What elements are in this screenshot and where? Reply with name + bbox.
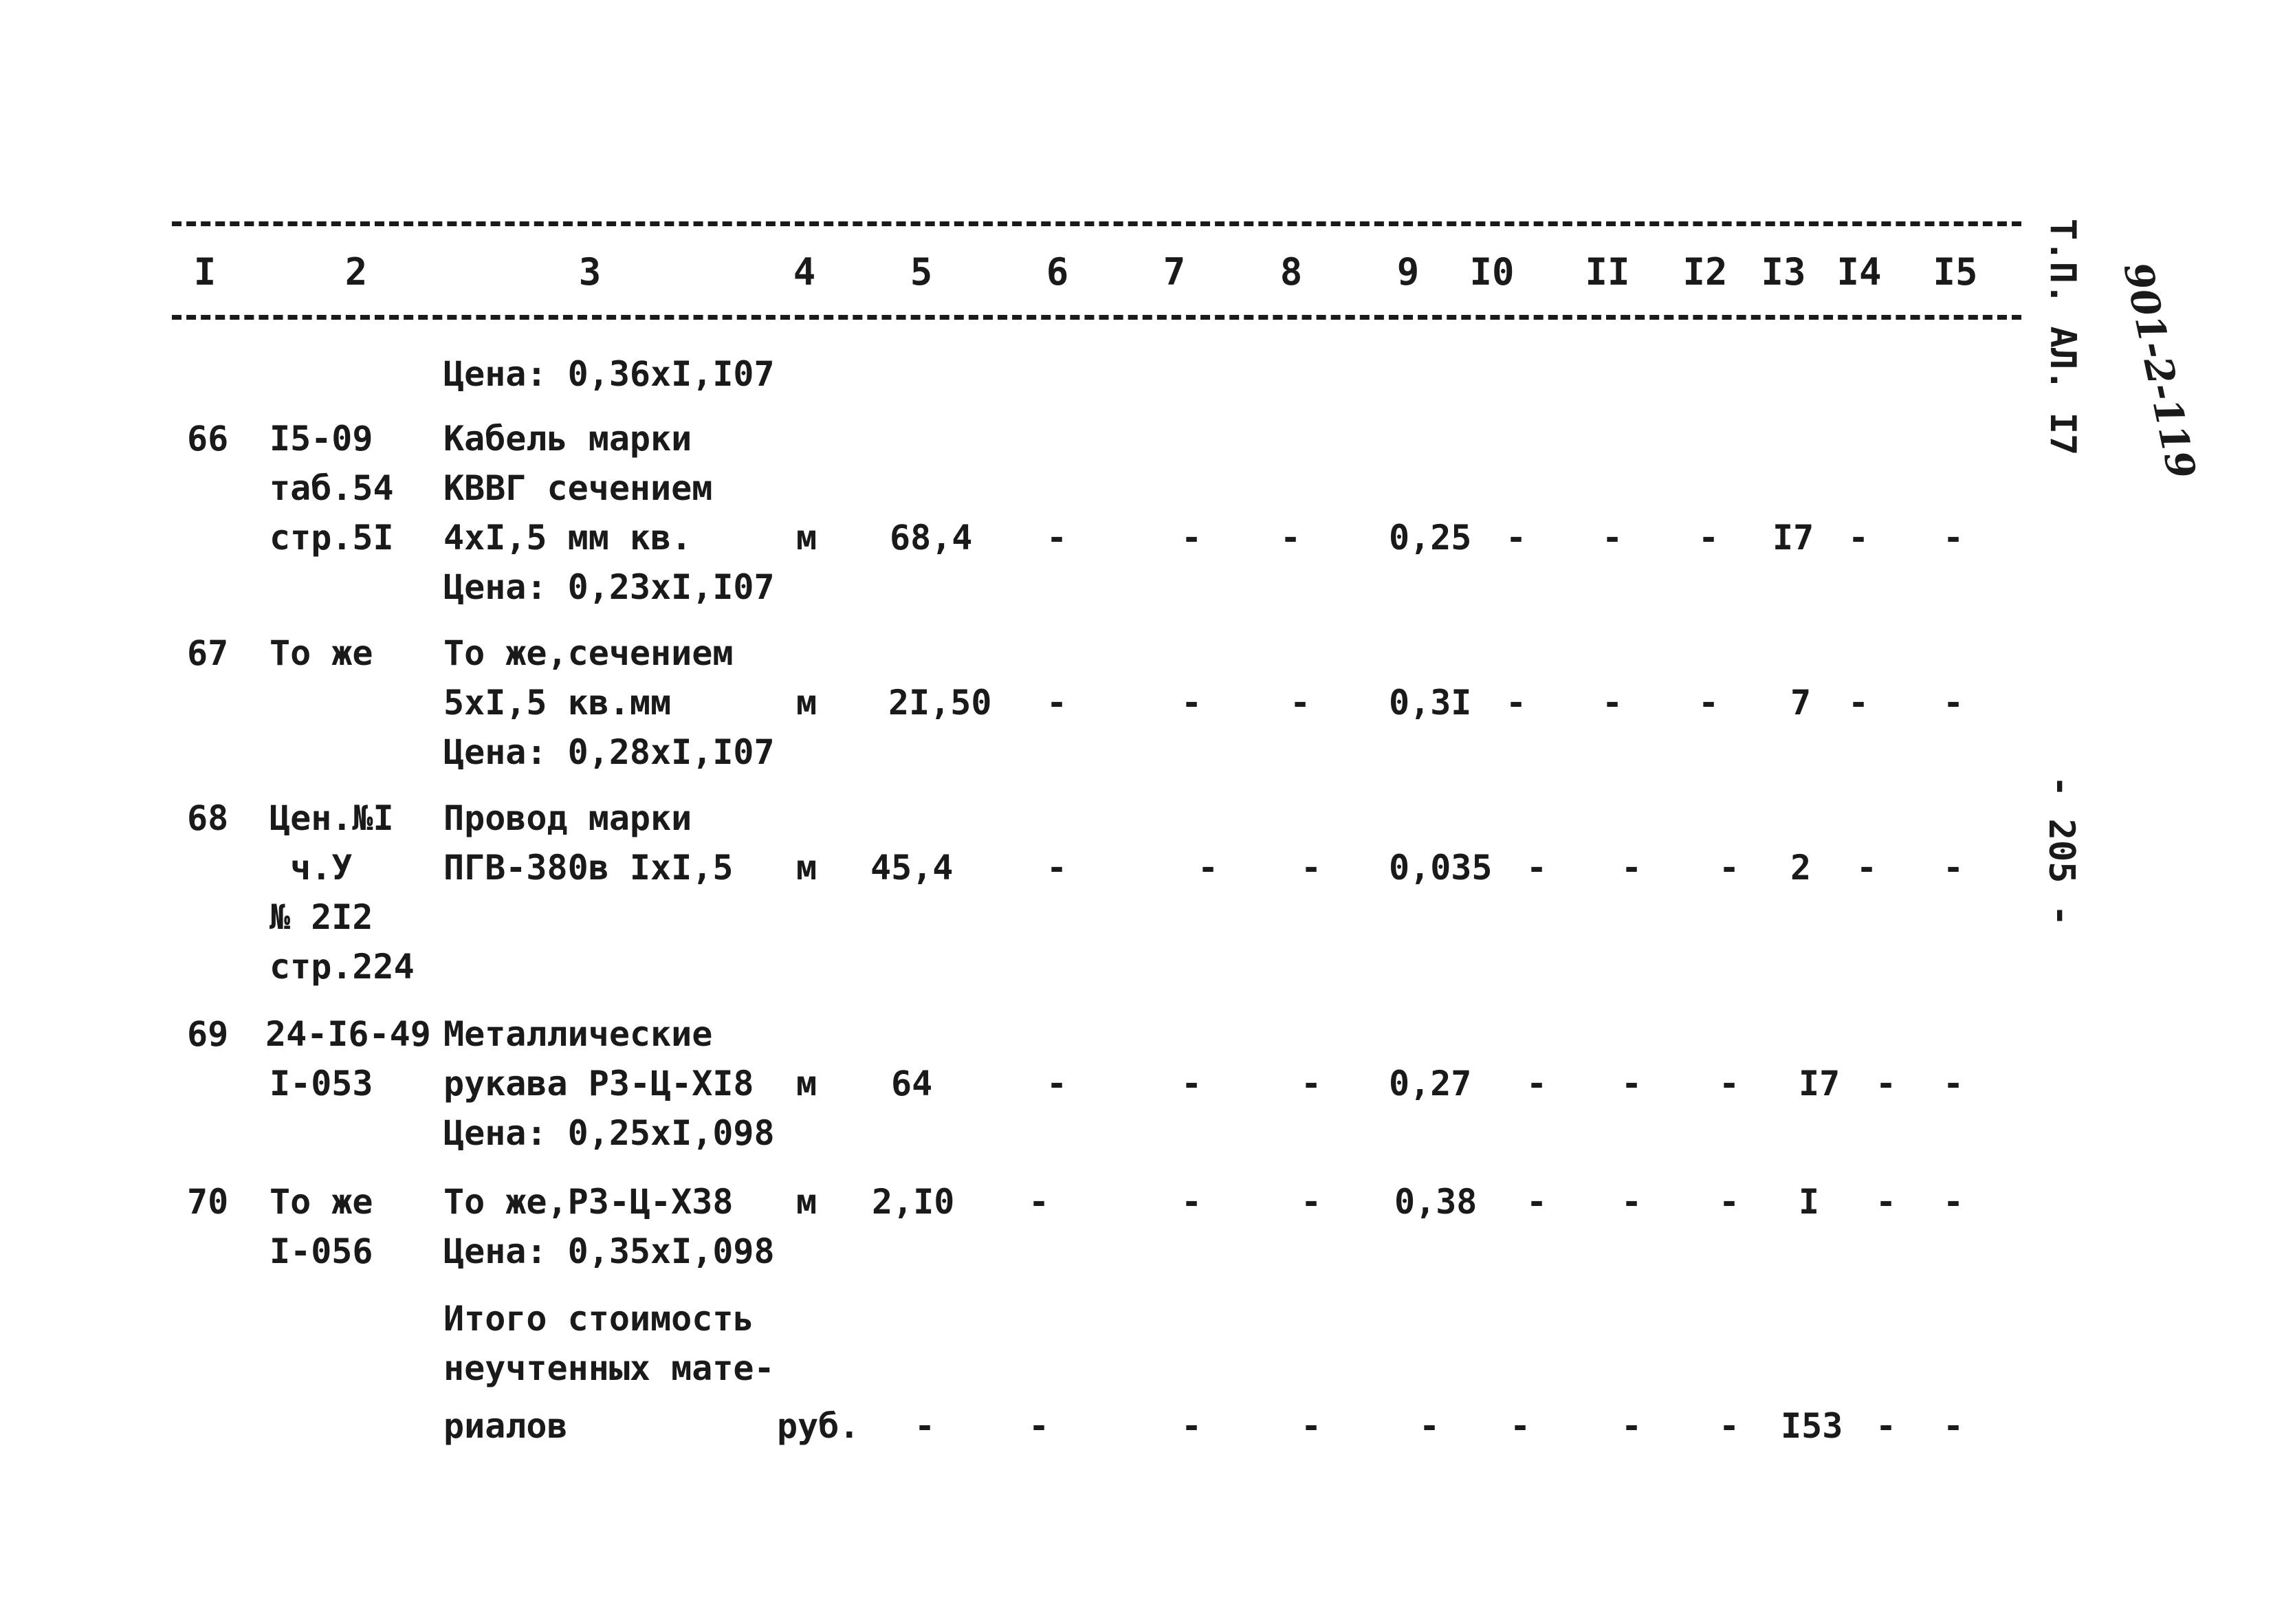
cell-unit: м xyxy=(796,848,817,888)
cell-col-9: 0,38 xyxy=(1394,1182,1478,1222)
cell-col-15: - xyxy=(1943,683,1964,723)
cell-unit: м xyxy=(796,683,817,723)
cell-reference-line: ч.У xyxy=(270,848,353,888)
cell-col-9: 0,27 xyxy=(1389,1064,1472,1104)
cell-reference-line: таб.54 xyxy=(270,468,394,508)
cell-quantity: 2I,50 xyxy=(888,683,992,723)
cell-col-15: - xyxy=(1943,518,1964,558)
cell-col-15: - xyxy=(1943,1406,1964,1446)
cell-description-line: Итого стоимость xyxy=(443,1299,754,1339)
cell-item-number: 69 xyxy=(187,1014,229,1054)
cell-col-6: - xyxy=(1046,1064,1068,1104)
cell-col-10: - xyxy=(1510,1406,1531,1446)
cell-description-line: То же,сечением xyxy=(443,633,734,673)
cell-col-9: - xyxy=(1419,1406,1440,1446)
col-header-4: 4 xyxy=(793,250,816,294)
cell-reference-line: стр.224 xyxy=(270,947,415,987)
col-header-6: 6 xyxy=(1046,250,1069,294)
col-header-13: I3 xyxy=(1761,250,1806,294)
cell-col-11: - xyxy=(1621,1064,1643,1104)
cell-item-number: 66 xyxy=(187,419,229,459)
col-header-12: I2 xyxy=(1682,250,1728,294)
handwritten-code: 901-2-119 xyxy=(2114,259,2205,483)
cell-quantity: 45,4 xyxy=(870,848,954,888)
cell-col-7: - xyxy=(1181,1064,1203,1104)
cell-description-line: 5хI,5 кв.мм xyxy=(443,683,672,723)
cell-item-number: 70 xyxy=(187,1182,229,1222)
cell-reference-line: I5-09 xyxy=(270,419,373,459)
cell-col-6: - xyxy=(1046,683,1068,723)
cell-col-10: - xyxy=(1526,848,1548,888)
cell-col-13: I7 xyxy=(1799,1064,1841,1104)
cell-item-number: 67 xyxy=(187,633,229,673)
cell-col-7: - xyxy=(1198,848,1219,888)
cell-col-11: - xyxy=(1621,1406,1643,1446)
cell-col-7: - xyxy=(1181,518,1203,558)
col-header-3: 3 xyxy=(578,250,602,294)
cell-description-line: 4хI,5 мм кв. xyxy=(443,518,692,558)
cell-col-11: - xyxy=(1621,848,1643,888)
cell-col-6: - xyxy=(1029,1406,1050,1446)
cell-reference-line: То же xyxy=(270,1182,373,1222)
cell-col-7: - xyxy=(1181,683,1203,723)
cell-col-7: - xyxy=(1181,1182,1203,1222)
cell-col-14: - xyxy=(1856,848,1878,888)
cell-description-line: Цена: 0,36хI,I07 xyxy=(443,354,775,394)
cell-quantity: - xyxy=(914,1406,936,1446)
cell-description-line: риалов xyxy=(443,1406,568,1446)
cell-col-15: - xyxy=(1943,848,1964,888)
cell-description-line: Кабель марки xyxy=(443,419,692,459)
cell-col-12: - xyxy=(1698,683,1720,723)
cell-col-12: - xyxy=(1719,1406,1740,1446)
cell-quantity: 64 xyxy=(891,1064,933,1104)
cell-col-10: - xyxy=(1506,518,1527,558)
col-header-1: I xyxy=(193,250,217,294)
col-header-7: 7 xyxy=(1163,250,1186,294)
cell-col-7: - xyxy=(1181,1406,1203,1446)
cell-col-9: 0,035 xyxy=(1389,848,1493,888)
cell-col-13: I53 xyxy=(1781,1406,1843,1446)
header-bottom-rule xyxy=(172,315,2021,320)
cell-item-number: 68 xyxy=(187,798,229,838)
col-header-14: I4 xyxy=(1836,250,1882,294)
cell-col-11: - xyxy=(1621,1182,1643,1222)
cell-col-8: - xyxy=(1301,1406,1322,1446)
cell-col-8: - xyxy=(1280,518,1302,558)
col-header-8: 8 xyxy=(1280,250,1303,294)
cell-col-13: 7 xyxy=(1790,683,1812,723)
cell-col-11: - xyxy=(1602,683,1623,723)
cell-unit: м xyxy=(796,1182,817,1222)
cell-reference-line: № 2I2 xyxy=(270,897,373,937)
col-header-2: 2 xyxy=(344,250,368,294)
cell-col-14: - xyxy=(1876,1182,1897,1222)
cell-col-8: - xyxy=(1301,848,1322,888)
cell-description-line: Цена: 0,35хI,098 xyxy=(443,1231,775,1271)
cell-col-6: - xyxy=(1046,518,1068,558)
cell-col-15: - xyxy=(1943,1064,1964,1104)
sheet-code: Т.П. АЛ. I7 xyxy=(2042,219,2083,456)
cell-description-line: Цена: 0,28хI,I07 xyxy=(443,732,775,772)
cell-col-8: - xyxy=(1301,1182,1322,1222)
cell-col-6: - xyxy=(1046,848,1068,888)
col-header-11: II xyxy=(1585,250,1630,294)
col-header-5: 5 xyxy=(910,250,933,294)
col-header-9: 9 xyxy=(1396,250,1420,294)
cell-col-9: 0,3I xyxy=(1389,683,1472,723)
col-header-10: I0 xyxy=(1469,250,1515,294)
cell-col-8: - xyxy=(1301,1064,1322,1104)
page-number: - 205 - xyxy=(2041,776,2082,927)
cell-description-line: ПГВ-380в IхI,5 xyxy=(443,848,734,888)
header-top-rule xyxy=(172,221,2021,226)
col-header-15: I5 xyxy=(1933,250,1978,294)
cell-description-line: Провод марки xyxy=(443,798,692,838)
cell-col-9: 0,25 xyxy=(1389,518,1472,558)
cell-col-13: I7 xyxy=(1772,518,1814,558)
cell-col-12: - xyxy=(1719,848,1740,888)
cell-reference-line: Цен.№I xyxy=(270,798,394,838)
cell-reference-line: То же xyxy=(270,633,373,673)
cell-col-10: - xyxy=(1526,1182,1548,1222)
cell-col-14: - xyxy=(1848,683,1869,723)
cell-description-line: Цена: 0,23хI,I07 xyxy=(443,567,775,607)
cell-unit: м xyxy=(796,1064,817,1104)
cell-unit: м xyxy=(796,518,817,558)
cell-description-line: То же,РЗ-Ц-Х38 xyxy=(443,1182,734,1222)
cell-col-12: - xyxy=(1719,1064,1740,1104)
cell-description-line: Цена: 0,25хI,098 xyxy=(443,1113,775,1153)
cell-col-13: 2 xyxy=(1790,848,1812,888)
cell-col-15: - xyxy=(1943,1182,1964,1222)
cell-description-line: Металлические xyxy=(443,1014,713,1054)
cell-reference-line: I-053 xyxy=(270,1064,373,1104)
cell-col-14: - xyxy=(1876,1064,1897,1104)
cell-description-line: рукава РЗ-Ц-ХI8 xyxy=(443,1064,754,1104)
cell-col-13: I xyxy=(1799,1182,1820,1222)
cell-description-line: КВВГ сечением xyxy=(443,468,713,508)
cell-reference-line: стр.5I xyxy=(270,518,394,558)
cell-col-10: - xyxy=(1526,1064,1548,1104)
cell-unit: руб. xyxy=(777,1406,860,1446)
cell-col-11: - xyxy=(1602,518,1623,558)
cell-quantity: 68,4 xyxy=(890,518,973,558)
cell-reference-line: 24-I6-49 xyxy=(265,1014,431,1054)
cell-col-12: - xyxy=(1698,518,1720,558)
cell-quantity: 2,I0 xyxy=(872,1182,955,1222)
cell-col-14: - xyxy=(1848,518,1869,558)
cell-col-6: - xyxy=(1029,1182,1050,1222)
cell-col-8: - xyxy=(1290,683,1311,723)
cell-reference-line: I-056 xyxy=(270,1231,373,1271)
cell-col-14: - xyxy=(1876,1406,1897,1446)
cell-col-12: - xyxy=(1719,1182,1740,1222)
cell-description-line: неучтенных мате- xyxy=(443,1348,775,1388)
cell-col-10: - xyxy=(1506,683,1527,723)
